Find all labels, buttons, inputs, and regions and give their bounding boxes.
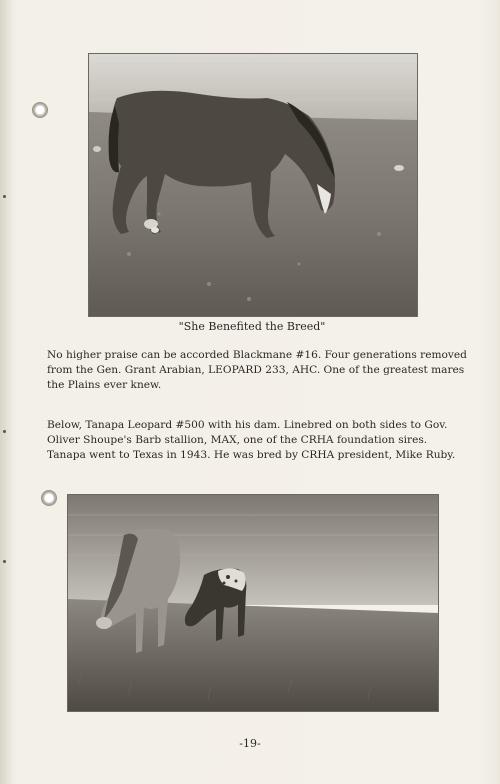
- punch-hole-bottom: [41, 490, 57, 506]
- binding-shadow: [0, 0, 12, 784]
- paragraph-blackmane: No higher praise can be accorded Blackmane #16. Four generations removed from the Gen. Grant Arabian, LEOPARD 233, AHC. One of the greatest mares the Plains ever knew.: [47, 349, 467, 391]
- punch-hole-top: [32, 102, 48, 118]
- photo-tanapa-with-dam: [67, 494, 439, 712]
- edge-mark: [3, 560, 6, 563]
- edge-mark: [3, 195, 6, 198]
- page-number: -19-: [239, 737, 261, 750]
- edge-mark: [3, 430, 6, 433]
- photo-caption: "She Benefited the Breed": [178, 320, 326, 333]
- photo-blackmane-grazing: [88, 53, 418, 317]
- paragraph-tanapa: Below, Tanapa Leopard #500 with his dam. Linebred on both sides to Gov. Oliver Shoupe's Barb stallion, MAX, one of the CRHA foundation sires. Tanapa went to Texas in 1943. He was bred by CRHA president, Mike Ruby.: [47, 419, 456, 461]
